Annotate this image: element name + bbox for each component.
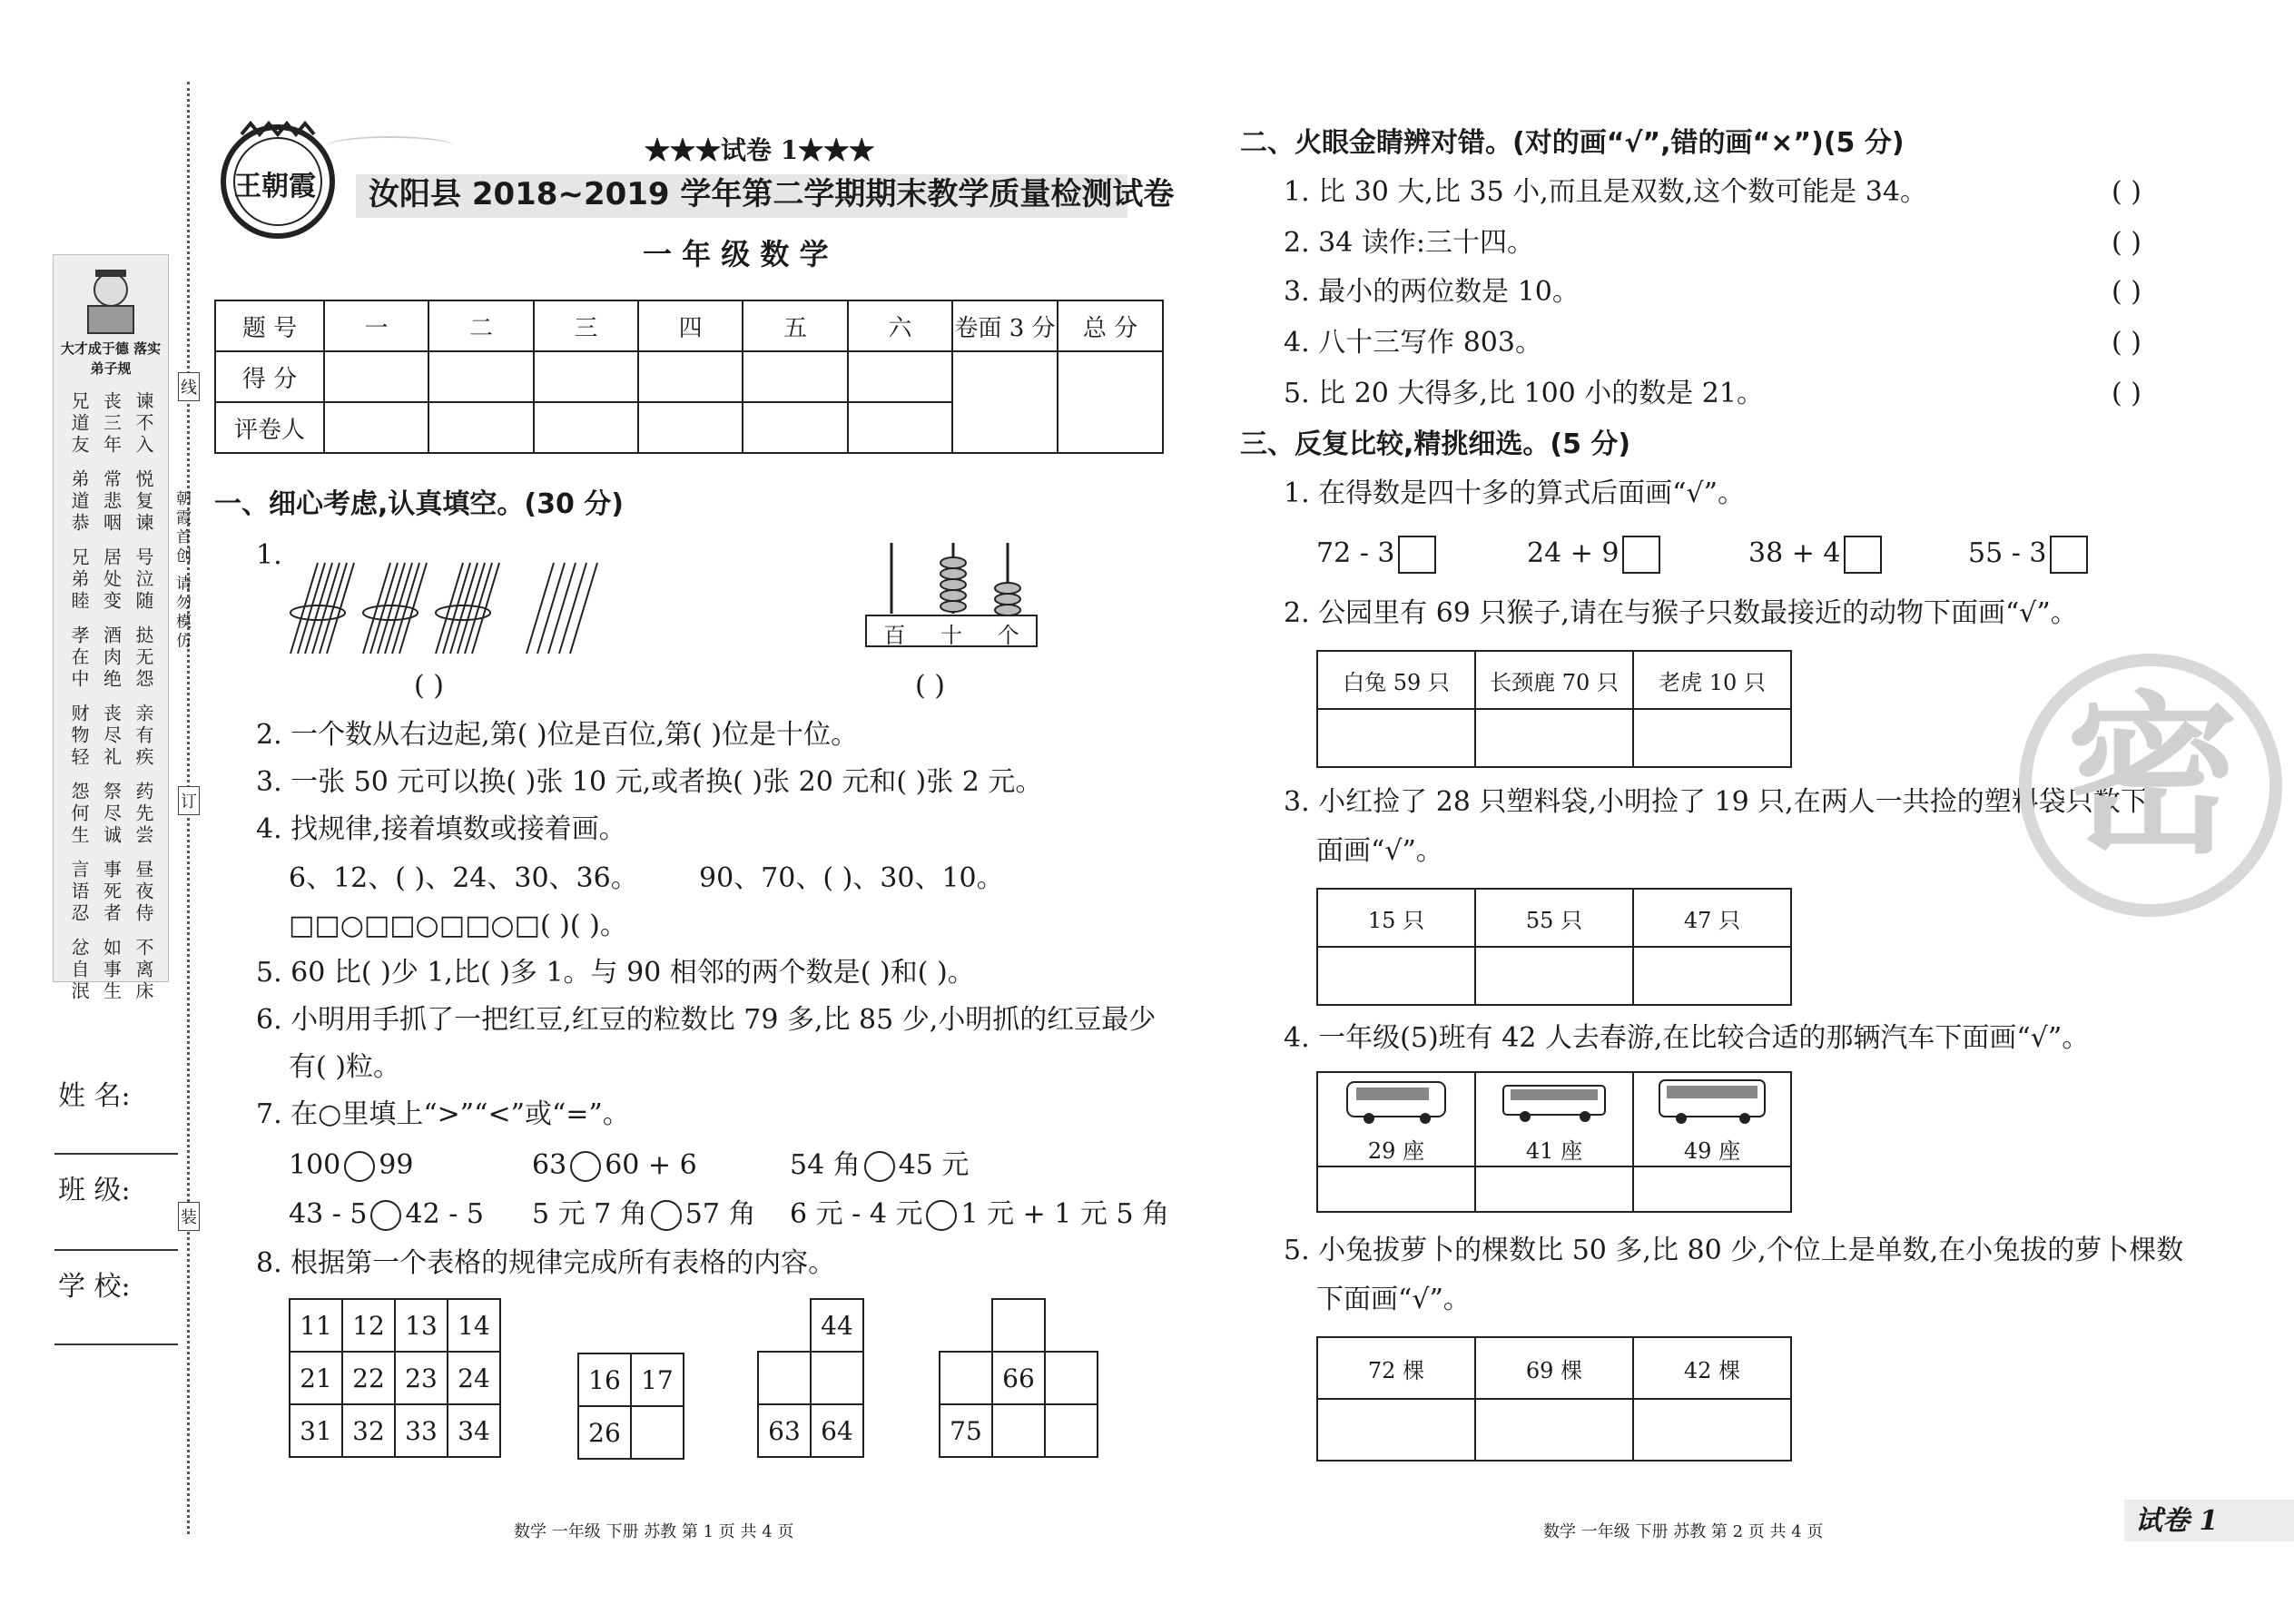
score-cell[interactable] <box>848 351 952 402</box>
answer-cell[interactable] <box>1633 947 1791 1005</box>
stick-bundles-picture <box>281 554 608 663</box>
abacus-labels <box>866 617 1037 649</box>
poem-col: 言语忍 <box>68 860 90 925</box>
section3-title: 三、反复比较,精挑细选。(5 分) <box>1240 428 1631 460</box>
number-grid-1: 11 12 13 14 21 22 23 24 31 32 33 34 <box>289 1298 501 1458</box>
q1-blank-a[interactable]: ( ) <box>414 670 444 702</box>
footer-left: 数学 一年级 下册 苏教 第 1 页 共 4 页 <box>514 1522 794 1541</box>
class-label: 班 级: <box>58 1175 131 1206</box>
grid-blank-cell[interactable] <box>1045 1404 1098 1457</box>
q8-text: 8. 根据第一个表格的规律完成所有表格的内容。 <box>256 1247 836 1279</box>
judge-item: 5. 比 20 大得多,比 100 小的数是 21。 <box>1284 378 1764 409</box>
judge-answer[interactable]: ( ) <box>2112 378 2141 409</box>
q4c-text: □□○□□○□□○□( )( )。 <box>289 910 627 941</box>
compare-circle[interactable] <box>926 1200 957 1231</box>
check-box[interactable] <box>2050 536 2088 574</box>
q6a-text: 6. 小明用手抓了一把红豆,红豆的粒数比 79 多,比 85 少,小明抓的红豆最少 <box>256 1004 1157 1036</box>
answer-cell[interactable] <box>1633 1166 1791 1212</box>
radish-choice-table: 72 棵 69 棵 42 棵 <box>1316 1336 1792 1462</box>
compare-circle[interactable] <box>344 1151 375 1182</box>
answer-cell[interactable] <box>1317 709 1475 767</box>
abacus-label: 十 <box>940 623 962 648</box>
poem-col: 如事生 <box>100 938 123 1003</box>
answer-cell[interactable] <box>1317 1399 1475 1461</box>
answer-cell[interactable] <box>1475 1399 1633 1461</box>
score-cell[interactable] <box>428 402 533 453</box>
motto-text: 大才成于德 落实弟子规 <box>60 340 162 377</box>
judge-item: 3. 最小的两位数是 10。 <box>1284 276 1580 308</box>
poem-col: 酒肉绝 <box>100 625 123 691</box>
poem-col: 常悲咽 <box>100 469 123 535</box>
score-cell[interactable] <box>952 351 1058 453</box>
score-cell[interactable] <box>1058 351 1163 453</box>
score-header-cell: 一 <box>324 300 428 351</box>
judge-item: 2. 34 读作:三十四。 <box>1284 227 1534 259</box>
expr-item: 24 + 9 <box>1527 536 1660 574</box>
answer-cell[interactable] <box>1317 947 1475 1005</box>
grid-blank-cell[interactable] <box>940 1352 992 1404</box>
abacus-label: 百 <box>883 623 906 648</box>
s3-q2-text: 2. 公园里有 69 只猴子,请在与猴子只数最接近的动物下面画“√”。 <box>1284 597 2078 629</box>
compare-item: 54 角 45 元 <box>790 1149 970 1181</box>
q5-text: 5. 60 比( )少 1,比( )多 1。与 90 相邻的两个数是( )和( )。 <box>256 957 975 989</box>
bus-option: 41 座 <box>1475 1072 1633 1166</box>
poem-col: 挞无怨 <box>133 625 154 691</box>
compare-circle[interactable] <box>864 1151 895 1182</box>
number-grid-2: 16 17 26 <box>577 1353 684 1460</box>
judge-item: 4. 八十三写作 803。 <box>1284 327 1542 359</box>
score-row-label: 评卷人 <box>215 402 324 453</box>
footer-right: 数学 一年级 下册 苏教 第 2 页 共 4 页 <box>1543 1522 1824 1541</box>
answer-cell[interactable] <box>1317 1166 1475 1212</box>
bus-option: 49 座 <box>1633 1072 1791 1166</box>
abacus-label: 个 <box>997 623 1019 648</box>
compare-item: 6 元 - 4 元 1 元 + 1 元 5 角 <box>790 1198 1170 1230</box>
q1-blank-b[interactable]: ( ) <box>915 670 945 702</box>
compare-item: 100 99 <box>289 1149 414 1181</box>
school-field[interactable] <box>54 1343 178 1345</box>
grid-blank-cell[interactable] <box>631 1406 684 1459</box>
poem-col: 忿自泯 <box>68 938 90 1003</box>
bus-icon <box>1658 1077 1767 1127</box>
school-label: 学 校: <box>58 1271 131 1303</box>
score-cell[interactable] <box>743 351 847 402</box>
grid-blank-cell[interactable] <box>992 1299 1045 1352</box>
side-motto-panel <box>53 254 169 1003</box>
q2-text: 2. 一个数从右边起,第( )位是百位,第( )位是十位。 <box>256 719 859 751</box>
score-cell[interactable] <box>638 402 743 453</box>
s3-q4-text: 4. 一年级(5)班有 42 人去春游,在比较合适的那辆汽车下面画“√”。 <box>1284 1022 2090 1054</box>
score-cell[interactable] <box>534 351 638 402</box>
poem-col: 孝在中 <box>68 625 90 691</box>
s3-q5b-text: 下面画“√”。 <box>1316 1284 1471 1315</box>
section1-title: 一、细心考虑,认真填空。(30 分) <box>214 488 625 520</box>
q7-text: 7. 在○里填上“>”“<”或“=”。 <box>256 1098 630 1130</box>
q4a-text: 6、12、( )、24、30、36。 <box>289 862 638 894</box>
score-row-label: 得 分 <box>215 351 324 402</box>
compare-item: 43 - 5 42 - 5 <box>289 1198 484 1230</box>
poem-col: 居处变 <box>100 547 123 613</box>
number-grid-4: 66 75 <box>939 1298 1098 1458</box>
answer-cell[interactable] <box>1475 947 1633 1005</box>
poem-col: 丧尽礼 <box>100 704 123 769</box>
exam-title: 汝阳县 2018~2019 学年第二学期期末教学质量检测试卷 <box>369 176 1175 212</box>
compare-item: 63 60 + 6 <box>532 1149 697 1181</box>
poem-col: 弟道恭 <box>68 469 90 535</box>
s3-q3a-text: 3. 小红捡了 28 只塑料袋,小明捡了 19 只,在两人一共捡的塑料袋只数下 <box>1284 786 2148 818</box>
score-header-cell: 五 <box>743 300 847 351</box>
score-header-cell: 三 <box>534 300 638 351</box>
score-header-cell: 二 <box>428 300 533 351</box>
score-cell[interactable] <box>324 351 428 402</box>
score-cell[interactable] <box>324 402 428 453</box>
q4b-text: 90、70、( )、30、10。 <box>699 862 1004 894</box>
class-field[interactable] <box>54 1249 178 1251</box>
poem-col: 昼夜侍 <box>133 860 154 925</box>
confidential-watermark-text: 密 <box>2066 676 2240 877</box>
grid-blank-cell[interactable] <box>992 1404 1045 1457</box>
compare-circle[interactable] <box>651 1200 682 1231</box>
subject-title: 一 年 级 数 学 <box>643 237 829 271</box>
paper-label: ★★★试卷 1★★★ <box>645 135 875 165</box>
judge-answer[interactable]: ( ) <box>2112 276 2141 308</box>
cut-mark-3: 装 <box>178 1202 200 1231</box>
judge-answer[interactable]: ( ) <box>2112 327 2141 359</box>
check-box[interactable] <box>1844 536 1882 574</box>
poem-col: 祭尽诚 <box>100 782 123 847</box>
compare-item: 5 元 7 角 57 角 <box>532 1198 756 1230</box>
score-header-cell: 六 <box>848 300 952 351</box>
number-grid-3: 44 63 64 <box>757 1298 864 1458</box>
compare-circle[interactable] <box>570 1151 601 1182</box>
answer-cell[interactable] <box>1633 709 1791 767</box>
poem-col: 丧三年 <box>100 391 123 457</box>
section2-title: 二、火眼金睛辨对错。(对的画“√”,错的画“×”)(5 分) <box>1240 127 1905 159</box>
q3-text: 3. 一张 50 元可以换( )张 10 元,或者换( )张 20 元和( )张 2 元。 <box>256 766 1043 798</box>
poem-block <box>66 391 157 1003</box>
bus-option: 29 座 <box>1317 1072 1475 1166</box>
compare-circle[interactable] <box>370 1200 401 1231</box>
cut-mark-2: 订 <box>178 786 200 815</box>
expr-item: 72 - 3 <box>1316 536 1436 574</box>
cut-mark-1: 线 <box>178 372 200 401</box>
grid-blank-cell[interactable] <box>758 1352 811 1404</box>
score-table <box>214 300 1164 454</box>
check-box[interactable] <box>1622 536 1660 574</box>
score-cell[interactable] <box>848 402 952 453</box>
expr-item: 55 - 3 <box>1968 536 2088 574</box>
poem-col: 怨何生 <box>68 782 90 847</box>
s3-q5a-text: 5. 小兔拔萝卜的棵数比 50 多,比 80 少,个位上是单数,在小兔拔的萝卜棵数 <box>1284 1235 2184 1266</box>
bag-choice-table: 15 只 55 只 47 只 <box>1316 888 1792 1006</box>
poem-col: 兄道友 <box>68 391 90 457</box>
scholar-figure-icon <box>70 264 152 337</box>
q4-text: 4. 找规律,接着填数或接着画。 <box>256 813 626 845</box>
score-header-cell: 总 分 <box>1058 300 1163 351</box>
poem-col: 不离床 <box>133 938 154 1003</box>
s3-q3b-text: 面画“√”。 <box>1316 835 1443 867</box>
score-cell[interactable] <box>534 402 638 453</box>
poem-col: 事死者 <box>100 860 123 925</box>
poem-col: 号泣随 <box>133 547 154 613</box>
footer-tag: 试卷 1 <box>2135 1505 2219 1537</box>
score-cell[interactable] <box>638 351 743 402</box>
ribbon-decoration <box>327 136 454 156</box>
animal-choice-table: 白兔 59 只 长颈鹿 70 只 老虎 10 只 <box>1316 650 1792 768</box>
grid-blank-cell[interactable] <box>1045 1352 1098 1404</box>
score-header-cell: 四 <box>638 300 743 351</box>
q1-number: 1. <box>256 539 282 571</box>
poem-col: 悦复谏 <box>133 469 154 535</box>
score-cell[interactable] <box>428 351 533 402</box>
judge-answer[interactable]: ( ) <box>2112 227 2141 259</box>
judge-answer[interactable]: ( ) <box>2112 176 2141 208</box>
notice-text: 朝霞首创 请勿模仿 <box>172 490 191 652</box>
score-cell[interactable] <box>743 402 847 453</box>
name-label: 姓 名: <box>58 1080 131 1112</box>
check-box[interactable] <box>1398 536 1436 574</box>
answer-cell[interactable] <box>1633 1399 1791 1461</box>
bus-icon <box>1342 1077 1451 1127</box>
bus-choice-table <box>1316 1071 1792 1213</box>
poem-col: 谏不入 <box>133 391 154 457</box>
judge-item: 1. 比 30 大,比 35 小,而且是双数,这个数可能是 34。 <box>1284 176 1927 208</box>
score-header-cell: 卷面 3 分 <box>952 300 1058 351</box>
s3-q1-text: 1. 在得数是四十多的算式后面画“√”。 <box>1284 477 1745 509</box>
brand-seal-text: 王朝霞 <box>234 171 316 202</box>
name-field[interactable] <box>54 1153 178 1155</box>
expr-item: 38 + 4 <box>1748 536 1882 574</box>
answer-cell[interactable] <box>1475 1166 1633 1212</box>
answer-cell[interactable] <box>1475 709 1633 767</box>
grid-blank-cell[interactable] <box>811 1352 863 1404</box>
poem-col: 亲有疾 <box>133 704 154 769</box>
poem-col: 药先尝 <box>133 782 154 847</box>
bus-icon <box>1500 1077 1609 1127</box>
score-header-cell: 题 号 <box>215 300 324 351</box>
poem-col: 兄弟睦 <box>68 547 90 613</box>
q6b-text: 有( )粒。 <box>289 1051 400 1083</box>
poem-col: 财物轻 <box>68 704 90 769</box>
